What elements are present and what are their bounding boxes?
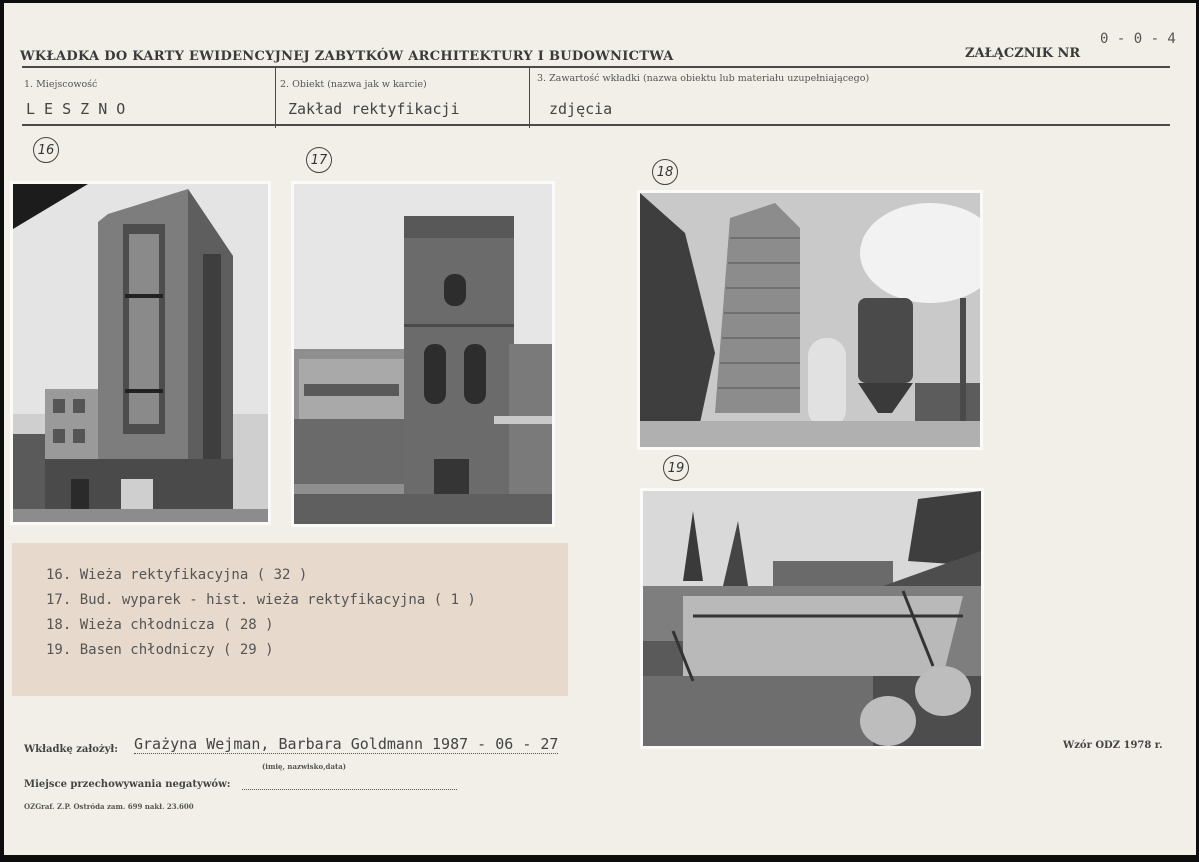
field-contents-value: zdjęcia — [549, 100, 613, 118]
caption-19: 19. Basen chłodniczy ( 29 ) — [46, 642, 274, 658]
founded-label: Wkładkę założył: — [24, 744, 118, 755]
storage-line — [242, 789, 457, 790]
storage-label: Miejsce przechowywania negatywów: — [24, 779, 231, 790]
field-divider — [275, 68, 276, 128]
annex-number: 0 - 0 - 4 — [1100, 31, 1176, 47]
model-label: Wzór ODZ 1978 r. — [1063, 740, 1163, 751]
fields-rule — [22, 124, 1170, 126]
field-object-label: 2. Obiekt (nazwa jak w karcie) — [280, 79, 427, 90]
field-contents-label: 3. Zawartość wkładki (nazwa obiektu lub materiału uzupełniającego) — [537, 73, 870, 84]
captions-panel — [12, 543, 568, 696]
photo-number-16: 16 — [33, 137, 59, 163]
field-locality-label: 1. Miejscowość — [24, 79, 98, 90]
field-locality-value: L E S Z N O — [26, 100, 126, 118]
founded-value: Grażyna Wejman, Barbara Goldmann 1987 - 06 - 27 — [134, 735, 559, 753]
photo-number-17: 17 — [306, 147, 332, 173]
photo-17-evaporator-building — [291, 181, 555, 527]
photo-number-19: 19 — [663, 455, 689, 481]
caption-17: 17. Bud. wyparek - hist. wieża rektyfikacyjna ( 1 ) — [46, 592, 476, 608]
founded-hint: (imię, nazwisko,data) — [262, 762, 347, 771]
photo-19-cooling-basin — [640, 488, 984, 749]
field-object-value: Zakład rektyfikacji — [288, 100, 460, 118]
photo-16-rectification-tower — [10, 181, 271, 525]
annex-label: ZAŁĄCZNIK NR — [965, 46, 1081, 61]
caption-18: 18. Wieża chłodnicza ( 28 ) — [46, 617, 274, 633]
printer-info: OZGraf. Z.P. Ostróda zam. 699 nakł. 23.600 — [24, 802, 194, 811]
caption-16: 16. Wieża rektyfikacyjna ( 32 ) — [46, 567, 308, 583]
form-title: WKŁADKA DO KARTY EWIDENCYJNEJ ZABYTKÓW ARCHITEKTURY I BUDOWNICTWA — [20, 49, 674, 64]
header-rule — [22, 66, 1170, 68]
photo-number-18: 18 — [652, 159, 678, 185]
photo-18-cooling-tower — [637, 190, 983, 450]
field-divider — [529, 68, 530, 128]
